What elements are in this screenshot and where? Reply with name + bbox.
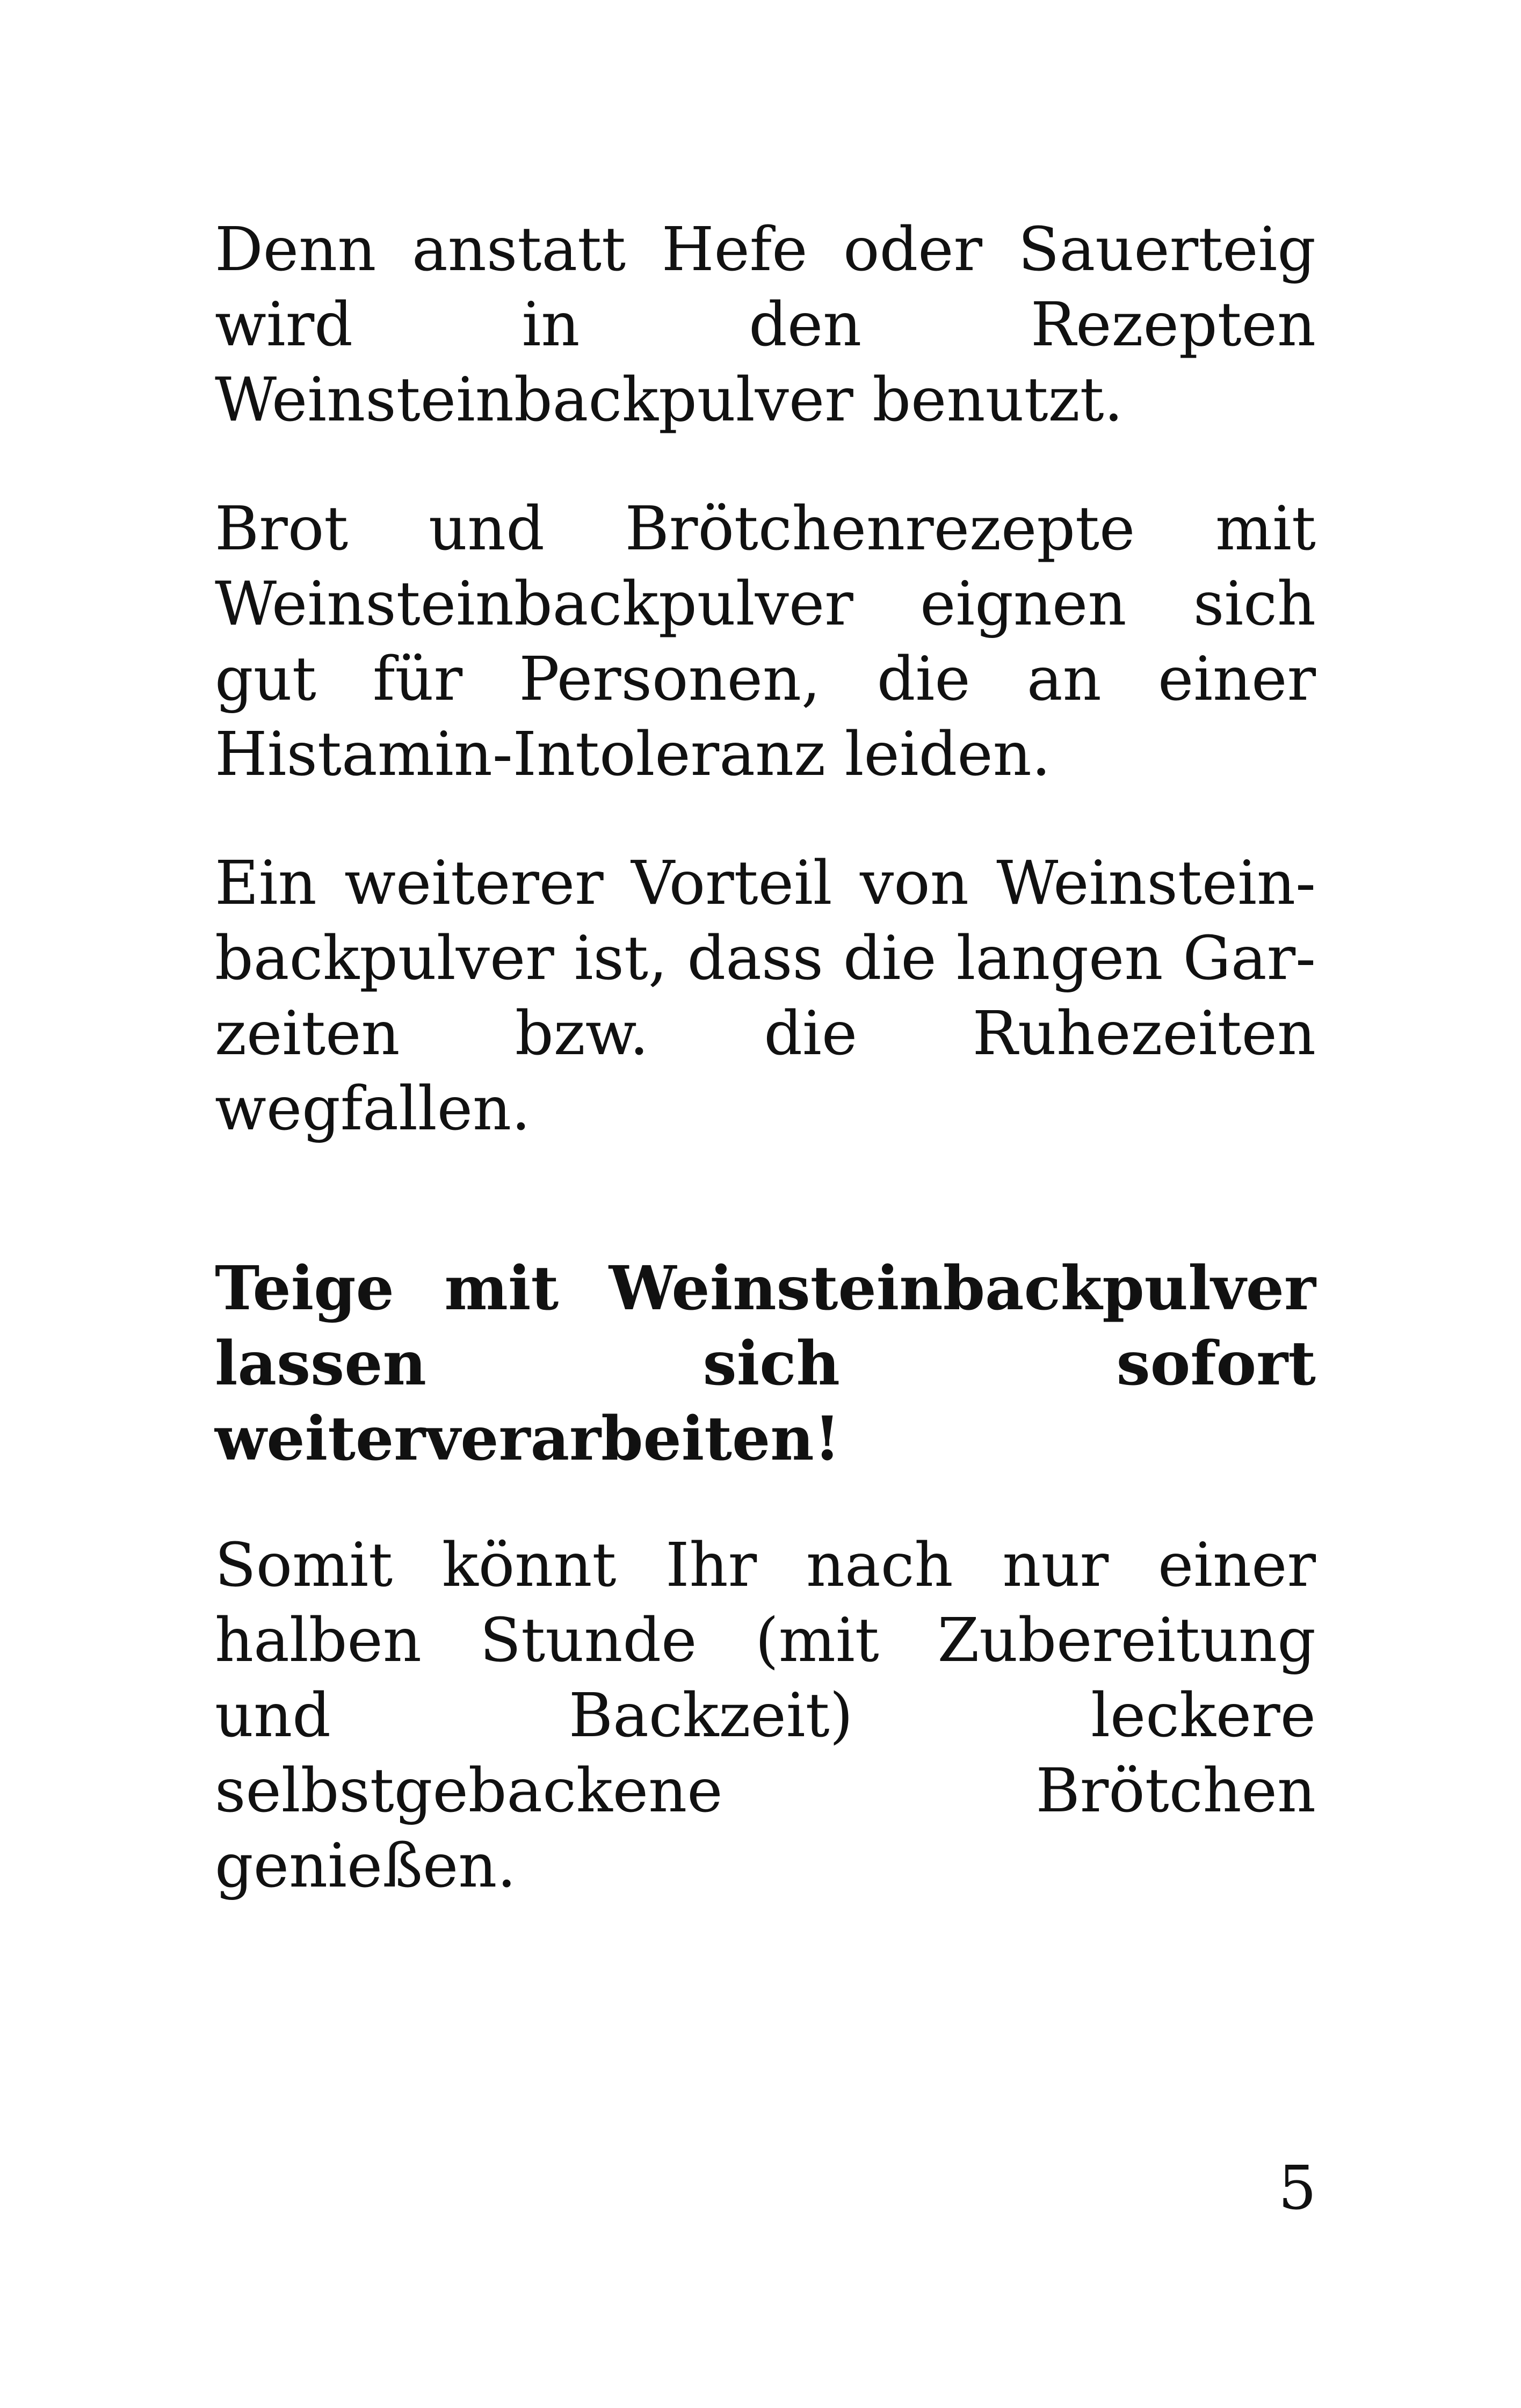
paragraph-half-hour: Somit könnt Ihr nach nur einer halben Stunde (mit Zubereitung und Backzeit) leckere selbstgebackene Brötchen genießen.	[215, 1531, 1316, 1901]
paragraph-advantage: Ein weiterer Vorteil von Weinstein-backpulver ist, dass die langen Gar-zeiten bzw. die Ruhezeiten wegfallen.	[215, 848, 1316, 1144]
page-number: 5	[1278, 2153, 1317, 2223]
paragraph-histamine: Brot und Brötchenrezepte mit Weinsteinbackpulver eignen sich gut für Personen, die an einer Histamin-Intoleranz leiden.	[215, 494, 1316, 789]
paragraph-leavening: Denn anstatt Hefe oder Sauerteig wird in den Rezepten Weinsteinbackpulver benutzt.	[215, 215, 1316, 435]
highlighted-statement: Teige mit Weinsteinbackpulver lassen sich sofort weiterverarbeiten!	[215, 1253, 1316, 1474]
